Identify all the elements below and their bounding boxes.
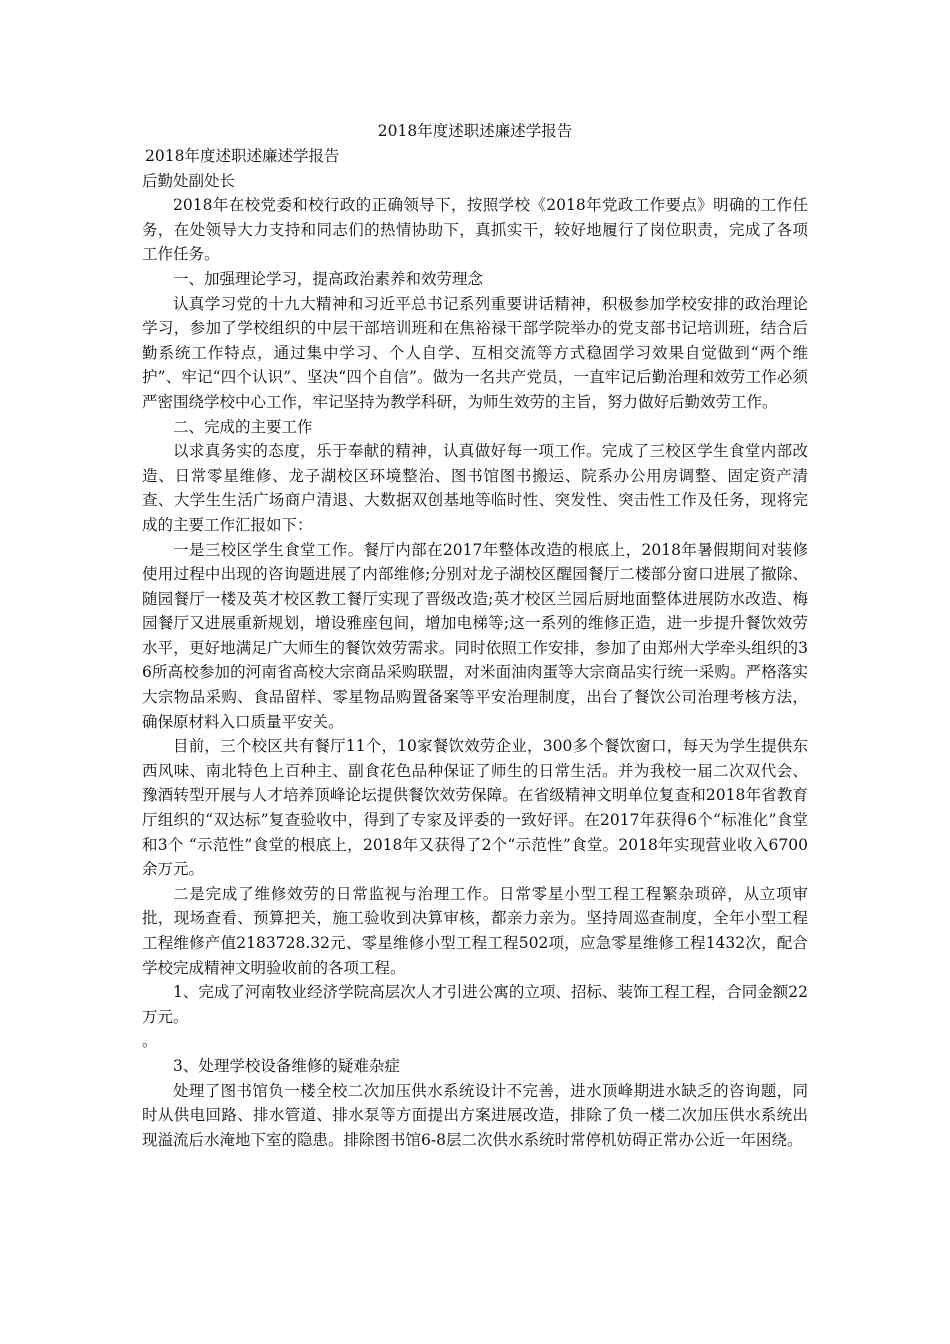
paragraph-dot: 。 xyxy=(142,1032,158,1051)
document-subtitle: 2018年度述职述廉述学报告 xyxy=(145,147,340,165)
author-role: 后勤处副处长 xyxy=(142,171,236,190)
paragraph-current-status: 目前，三个校区共有餐厅11个，10家餐饮效劳企业，300多个餐饮窗口，每天为学生提供东西风味、南北特色上百种主、副食花色品种保证了师生的日常生活。并为我校一届二次双代会、豫酒转型开展与人才培养顶峰论坛提供餐饮效劳保障。在省级精神文明单位复查和2018年省教育厅组织的“双达标”复查验收中，得到了专家及评委的一致好评。在2017年获得6个“标准化”食堂和3个 “示范性”食堂的根底上，2018年又获得了2个“示范性”食堂。2018年实现营业收入6700余万元。 xyxy=(142,737,808,879)
paragraph-maintenance: 二是完成了维修效劳的日常监视与治理工作。日常零星小型工程工程繁杂琐碎，从立项审批，现场查看、预算把关，施工验收到决算审核，都亲力亲为。坚持周巡查制度，全年小型工程工程维修产值2183728.32元、零星维修小型工程工程502项，应急零星维修工程1432次，配合学校完成精神文明验收前的各项工程。 xyxy=(142,884,808,977)
section-heading-2: 二、完成的主要工作 xyxy=(173,417,313,436)
paragraph-equipment: 处理了图书馆负一楼全校二次加压供水系统设计不完善，进水顶峰期进水缺乏的咨询题，同时从供电回路、排水管道、排水泵等方面提出方案进展改造，排除了负一楼二次加压供水系统出现溢流后水淹地下室的隐患。排除图书馆6-8层二次供水系统时常停机妨碍正常办公近一年困绕。 xyxy=(142,1081,808,1149)
paragraph-study: 认真学习党的十九大精神和习近平总书记系列重要讲话精神，积极参加学校安排的政治理论学习，参加了学校组织的中层干部培训班和在焦裕禄干部学院举办的党支部书记培训班，结合后勤系统工作特点，通过集中学习、个人自学、互相交流等方式稳固学习效果自觉做到“两个维护”、牢记“四个认识”、坚决“四个自信”。做为一名共产党员，一直牢记后勤治理和效劳工作必须严密围绕学校中心工作，牢记坚持为教学科研，为师生效劳的主旨，努力做好后勤效劳工作。 xyxy=(142,294,808,411)
document-title: 2018年度述职述廉述学报告 xyxy=(377,122,573,140)
paragraph-work-summary: 以求真务实的态度，乐于奉献的精神，认真做好每一项工作。完成了三校区学生食堂内部改造、日常零星维修、龙子湖校区环境整治、图书馆图书搬运、院系办公用房调整、固定资产清查、大学生生活广场商户清退、大数据双创基地等临时性、突发性、突击性工作及任务，现将完成的主要工作汇报如下： xyxy=(142,442,808,534)
section-heading-3: 3、处理学校设备维修的疑难杂症 xyxy=(173,1056,400,1075)
paragraph-item-1: 1、完成了河南牧业经济学院高层次人才引进公寓的立项、招标、装饰工程工程，合同金额22万元。 xyxy=(142,983,808,1026)
paragraph-intro: 2018年在校党委和校行政的正确领导下，按照学校《2018年党政工作要点》明确的工作任务，在处领导大力支持和同志们的热情协助下，真抓实干，较好地履行了岗位职责，完成了各项工作任务。 xyxy=(142,196,808,264)
paragraph-canteen: 一是三校区学生食堂工作。餐厅内部在2017年整体改造的根底上，2018年暑假期间对装修使用过程中出现的咨询题进展了内部维修;分别对龙子湖校区醒园餐厅二楼部分窗口进展了撤除、随园餐厅一楼及英才校区教工餐厅实现了晋级改造;英才校区兰园后厨地面整体进展防水改造、梅园餐厅又进展重新规划，增设雅座包间，增加电梯等;这一系列的维修正造，进一步提升餐饮效劳水平，更好地满足广大师生的餐饮效劳需求。同时依照工作安排，参加了由郑州大学牵头组织的36所高校参加的河南省高校大宗商品采购联盟，对米面油肉蛋等大宗商品实行统一采购。严格落实大宗物品采购、食品留样、零星物品购置备案等平安治理制度，出台了餐饮公司治理考核方法，确保原材料入口质量平安关。 xyxy=(142,540,808,731)
section-heading-1: 一、加强理论学习，提高政治素养和效劳理念 xyxy=(173,269,484,288)
